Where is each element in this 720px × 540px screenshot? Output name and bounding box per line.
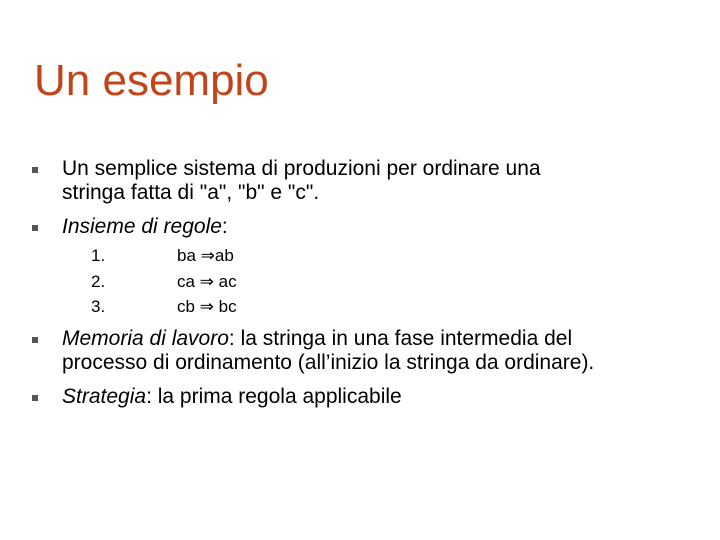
bullet-term: Insieme di regole	[62, 215, 222, 238]
bullet-line: Un semplice sistema di produzioni per ordinare una	[62, 157, 541, 180]
bullet-item	[62, 215, 702, 239]
square-bullet-icon	[32, 395, 38, 401]
square-bullet-icon	[32, 167, 38, 173]
rule-text: cb ⇒ bc	[177, 297, 237, 316]
square-bullet-icon	[32, 337, 38, 343]
bullet-line	[62, 327, 702, 351]
rule-number: 2.	[91, 272, 106, 291]
bullet-text: :	[221, 215, 228, 238]
bullet-text: : la stringa in una fase intermedia del	[228, 327, 573, 350]
bullet-item	[62, 157, 702, 205]
bullet-text: : la prima regola applicabile	[146, 385, 402, 408]
bullet-term: Strategia	[62, 385, 147, 408]
bullet-item	[62, 327, 702, 375]
rule-number: 3.	[91, 297, 106, 316]
bullet-term: Memoria di lavoro	[62, 327, 229, 350]
bullet-line: processo di ordinamento (all’inizio la stringa da ordinare).	[62, 351, 595, 374]
rule-text: ca ⇒ ac	[177, 272, 237, 291]
bullet-line: stringa fatta di "a", "b" e "c".	[62, 181, 320, 204]
slide-title: Un esempio	[34, 56, 269, 105]
rule-number: 1.	[91, 246, 106, 265]
square-bullet-icon	[32, 225, 38, 231]
bullet-item	[62, 385, 702, 409]
rule-text: ba ⇒ab	[177, 246, 234, 265]
